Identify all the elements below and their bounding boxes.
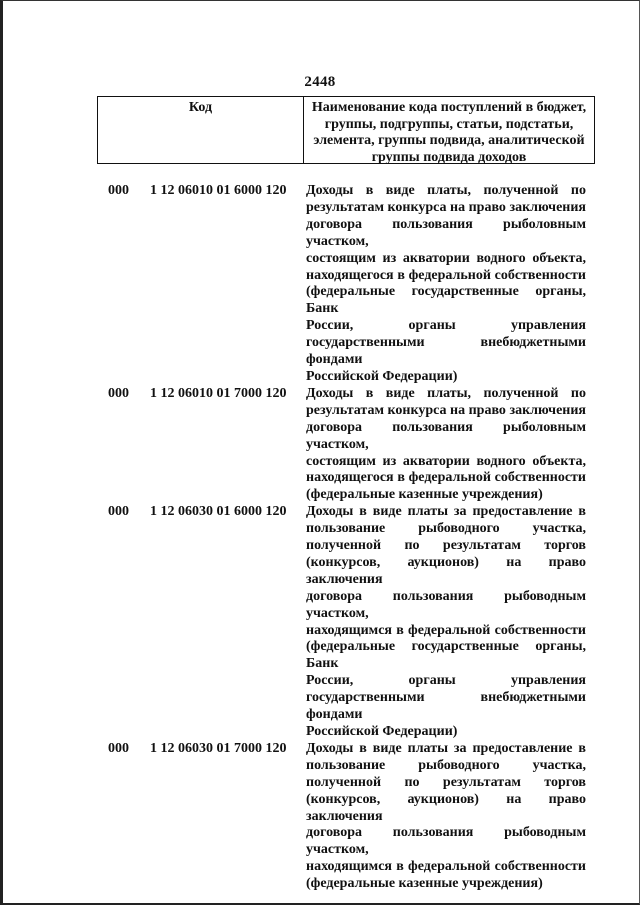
code-description <box>306 183 586 386</box>
description-line: Российской Федерации) <box>306 368 458 384</box>
budget-code: 1 12 06010 01 6000 120 <box>150 183 287 198</box>
description-line: (федеральные казенные учреждения) <box>306 487 543 503</box>
description-line: (конкурсов, аукционов) на право заключения <box>306 554 586 587</box>
page-number: 2448 <box>304 74 336 90</box>
description-line: пользование рыбоводного участка, <box>306 757 586 773</box>
description-line: полученной по результатам торгов <box>306 774 586 790</box>
header-name-label <box>304 100 594 166</box>
code-description <box>306 741 586 893</box>
admin-code: 000 <box>108 740 129 756</box>
description-line: результатам конкурса на право заключения <box>306 199 586 215</box>
description-line: Доходы в виде платы, полученной по <box>306 385 586 401</box>
admin-code: 000 <box>108 504 129 520</box>
description-line: полученной по результатам торгов <box>306 538 586 554</box>
budget-code: 1 12 06030 01 7000 120 <box>150 740 287 756</box>
description-line: договора пользования рыбоводным участком, <box>306 825 586 858</box>
income-codes-list <box>0 183 640 893</box>
description-line: состоящим из акватории водного объекта, <box>306 250 586 266</box>
description-line: Доходы в виде платы за предоставление в <box>306 740 586 756</box>
description-line: Доходы в виде платы за предоставление в <box>306 504 586 520</box>
header-table <box>97 96 595 164</box>
budget-code: 1 12 06030 01 6000 120 <box>150 504 287 520</box>
description-line: находящегося в федеральной собственности <box>306 470 586 486</box>
description-line: России, органы управления <box>306 673 586 689</box>
description-line: находящимся в федеральной собственности <box>306 622 586 638</box>
header-name-line: группы подвида доходов <box>371 149 527 165</box>
description-line: (федеральные государственные органы, Банк <box>306 284 586 317</box>
code-description <box>306 504 586 741</box>
description-line: государственными внебюджетными фондами <box>306 335 586 368</box>
description-line: России, органы управления <box>306 318 586 334</box>
code-description <box>306 386 586 504</box>
header-name-line: группы, подгруппы, статьи, подстатьи, <box>324 116 574 132</box>
description-line: Доходы в виде платы, полученной по <box>306 183 586 198</box>
description-line: результатам конкурса на право заключения <box>306 402 586 418</box>
admin-code: 000 <box>108 183 129 198</box>
table-row <box>0 183 640 386</box>
description-line: (федеральные государственные органы, Банк <box>306 639 586 672</box>
description-line: договора пользования рыбоводным участком, <box>306 588 586 621</box>
header-name-line: Наименование кода поступлений в бюджет, <box>311 100 587 115</box>
table-row <box>0 386 640 504</box>
description-line: договора пользования рыболовным участком, <box>306 216 586 249</box>
admin-code: 000 <box>108 385 129 401</box>
budget-code: 1 12 06010 01 7000 120 <box>150 385 287 401</box>
description-line: (федеральные казенные учреждения) <box>306 876 543 892</box>
description-line: Российской Федерации) <box>306 724 458 739</box>
header-code-label: Код <box>188 100 213 115</box>
description-line: находящимся в федеральной собственности <box>306 859 586 875</box>
description-line: (конкурсов, аукционов) на право заключения <box>306 791 586 824</box>
description-line: договора пользования рыболовным участком, <box>306 419 586 452</box>
description-line: находящегося в федеральной собственности <box>306 267 586 283</box>
header-name-line: элемента, группы подвида, аналитической <box>313 133 585 148</box>
table-row <box>0 504 640 741</box>
description-line: состоящим из акватории водного объекта, <box>306 453 586 469</box>
description-line: государственными внебюджетными фондами <box>306 690 586 723</box>
description-line: пользование рыбоводного участка, <box>306 521 586 537</box>
table-row <box>0 741 640 893</box>
